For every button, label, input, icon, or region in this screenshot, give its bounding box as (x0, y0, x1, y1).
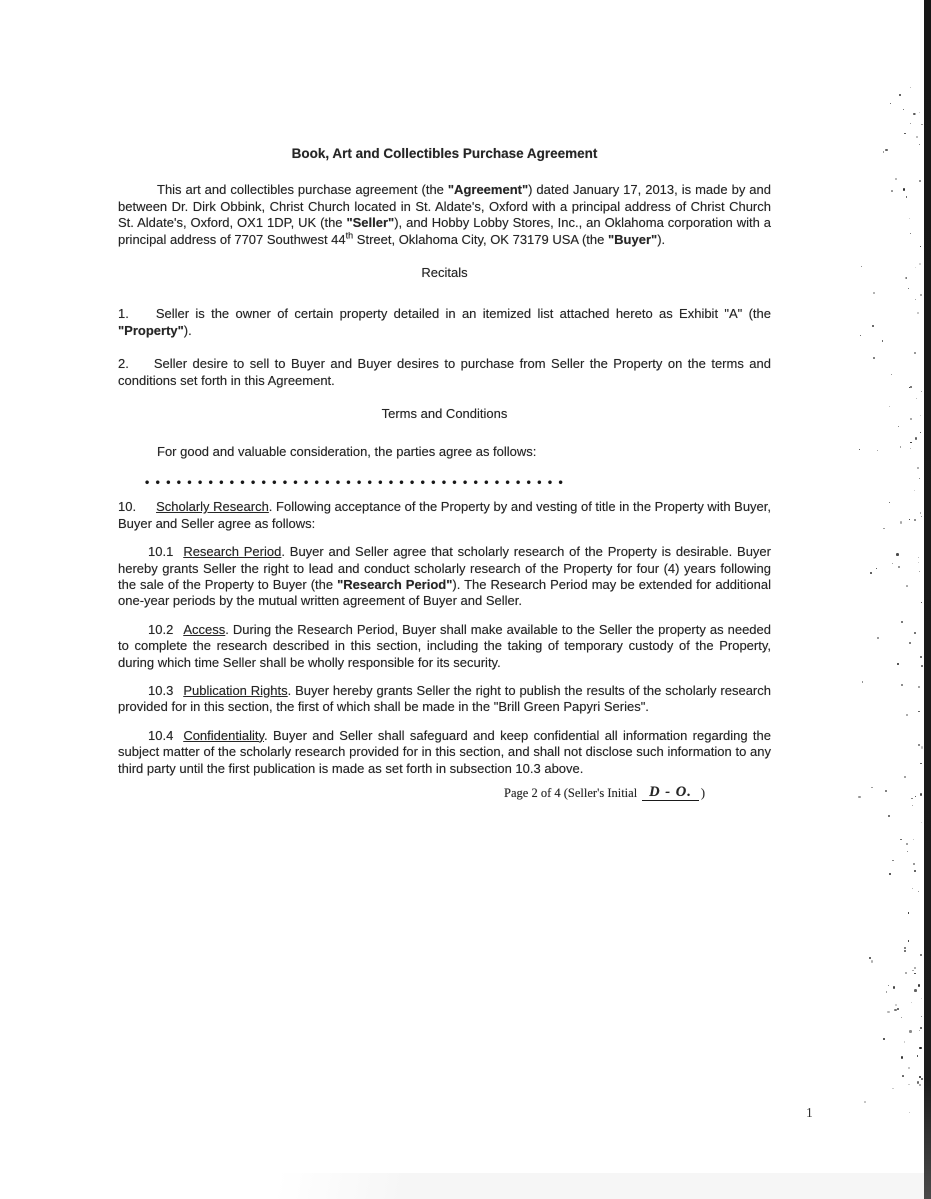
document-body (118, 146, 771, 802)
scan-page-number: 1 (806, 1105, 813, 1120)
subsection-10-3-publication-rights: 10.3 Publication Rights. Buyer hereby grants Seller the right to publish the results of the scholarly research provided for in this section, the first of which shall be made in the "Brill Green Papyri Series". (118, 682, 771, 715)
handwritten-seller-initials: D - O. (642, 784, 699, 801)
scan-edge-bar (924, 0, 931, 1199)
footer-label: Page 2 of 4 (Seller's Initial (504, 785, 638, 800)
redaction-dots-separator: •••••••••••••••••••••••••••••••••••••••• (145, 474, 570, 489)
subsection-10-2-access: 10.2 Access. During the Research Period, Buyer shall make available to the Seller the property as needed to complete the research described in this section, including the taking of temporary custody of the Property, during which time Seller shall be wholly responsible for its security. (118, 621, 771, 670)
section-10-scholarly-research: 10. Scholarly Research. Following acceptance of the Property by and vesting of title in the Property with Buyer, Buyer and Seller agree as follows: (118, 499, 772, 531)
recital-item-2: 2. Seller desire to sell to Buyer and Buyer desires to purchase from Seller the Property on the terms and conditions set forth in this Agreement. (118, 356, 771, 388)
page-footer (118, 785, 771, 802)
recital-item-1: 1. Seller is the owner of certain property detailed in an itemized list attached hereto as Exhibit "A" (the "Property"). (118, 306, 771, 338)
scan-bottom-band (0, 1173, 924, 1199)
subsection-10-4-confidentiality: 10.4 Confidentiality. Buyer and Seller shall safeguard and keep confidential all information regarding the subject matter of the scholarly research provided for in this section, and shall not disclose such information to any third party until the first publication is made as set forth in subsection 10.3 above. (118, 727, 771, 776)
terms-heading: Terms and Conditions (381, 406, 508, 422)
intro-paragraph: This art and collectibles purchase agreement (the "Agreement") dated January 17, 2013, is made by and between Dr. Dirk Obbink, Christ Church located in St. Aldate's, Oxford with a principal address of Christ Church St. Aldate's, Oxford, OX1 1DP, UK (the "Seller"), and Hobby Lobby Stores, Inc., an Oklahoma corporation with a principal address of 7707 Southwest 44th Street, Oklahoma City, OK 73179 USA (the "Buyer"). (118, 182, 771, 247)
recitals-heading: Recitals (421, 265, 468, 281)
footer-suffix: ) (700, 785, 705, 800)
consideration-paragraph: For good and valuable consideration, the parties agree as follows: (157, 444, 537, 460)
document-title: Book, Art and Collectibles Purchase Agreement (291, 146, 598, 161)
subsection-10-1-research-period: 10.1 Research Period. Buyer and Seller agree that scholarly research of the Property is desirable. Buyer hereby grants Seller the right to lead and conduct scholarly research of the Property for four (4) years following the sale of the Property to Buyer (the "Research Period"). The Research Period may be extended for additional one-year periods by the mutual written agreement of Buyer and Seller. (118, 544, 771, 609)
